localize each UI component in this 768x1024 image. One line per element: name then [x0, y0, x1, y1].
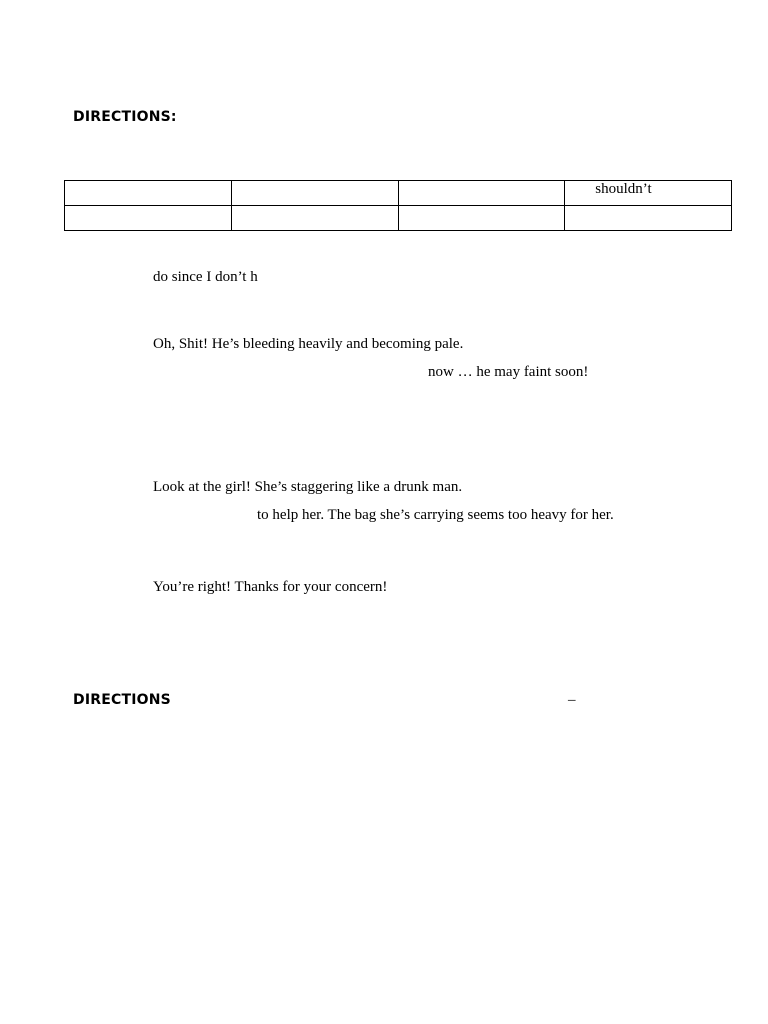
- table-row: [65, 181, 732, 206]
- table-cell: [65, 181, 232, 206]
- dialogue-line: You’re right! Thanks for your concern!: [153, 579, 388, 595]
- table-cell: shouldn’t: [565, 181, 732, 206]
- dialogue-line: to help her. The bag she’s carrying seems too heavy for her.: [257, 507, 614, 523]
- dialogue-line: Oh, Shit! He’s bleeding heavily and becoming pale.: [153, 336, 464, 352]
- table-cell: [231, 181, 398, 206]
- section1-heading: DIRECTIONS:: [73, 109, 177, 125]
- section2-dash: –: [568, 692, 576, 708]
- dialogue-line: Look at the girl! She’s staggering like a drunk man.: [153, 479, 463, 495]
- table-row: [65, 206, 732, 231]
- dialogue-line: now … he may faint soon!: [428, 364, 589, 380]
- word-bank-table: [64, 180, 732, 231]
- table-cell: [398, 206, 565, 231]
- table-cell: [565, 206, 732, 231]
- table-cell: [231, 206, 398, 231]
- section2-heading: DIRECTIONS: [73, 692, 171, 708]
- table-cell: [65, 206, 232, 231]
- table-cell: [398, 181, 565, 206]
- dialogue-line: do since I don’t h: [153, 269, 258, 285]
